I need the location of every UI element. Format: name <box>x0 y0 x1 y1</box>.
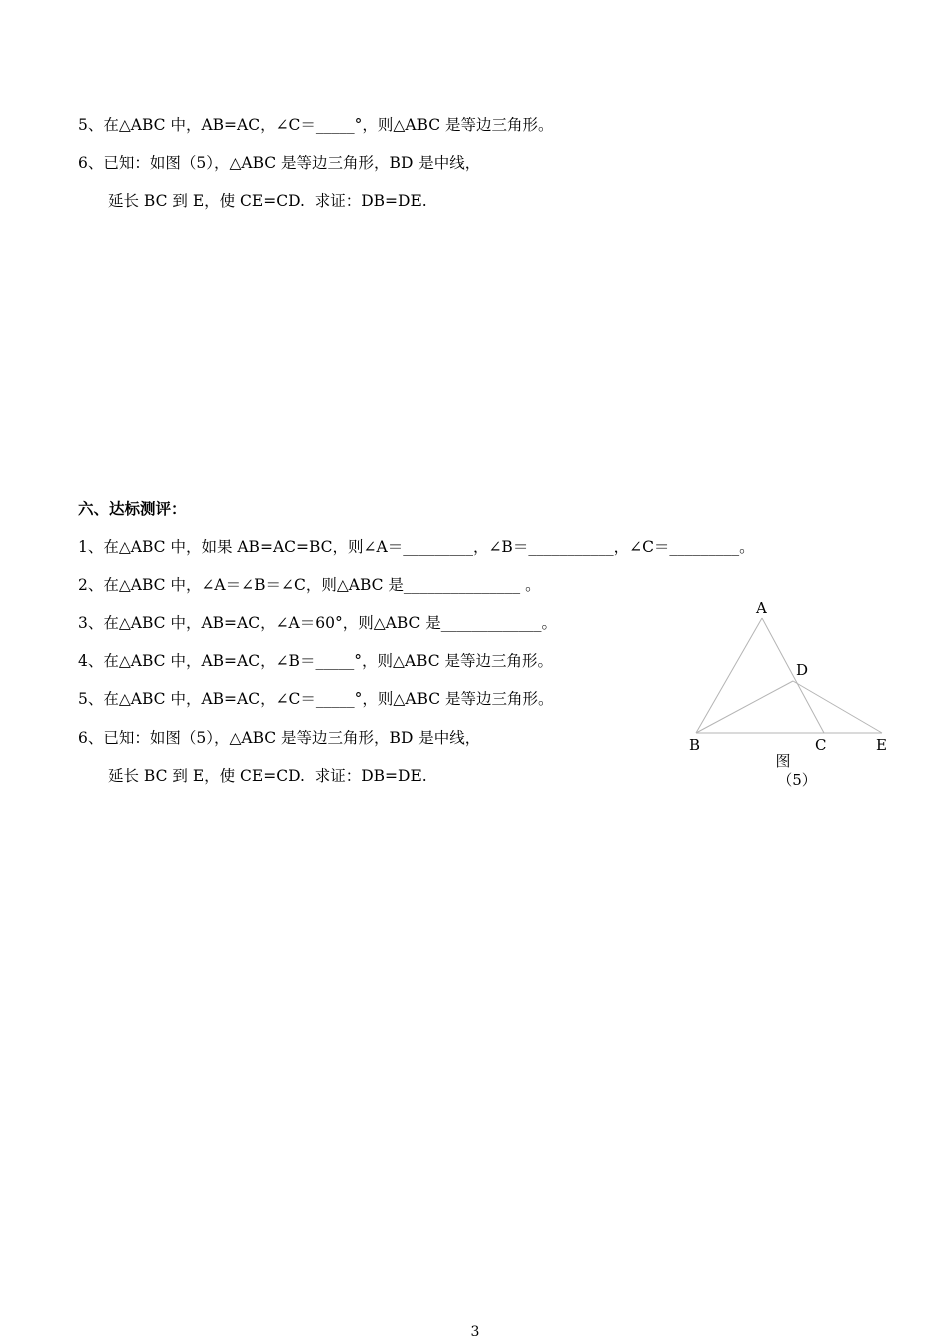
question-5: 5、在△ABC 中，AB=AC，∠C＝_____°，则△ABC 是等边三角形。 <box>78 690 554 708</box>
question-6-line1: 6、已知：如图（5），△ABC 是等边三角形，BD 是中线， <box>78 729 481 747</box>
label-a: A <box>756 599 767 617</box>
question-6-top-line1: 6、已知：如图（5），△ABC 是等边三角形，BD 是中线， <box>78 154 481 172</box>
question-6-line2: 延长 BC 到 E，使 CE=CD. 求证：DB=DE. <box>108 767 427 785</box>
segment-de <box>793 681 882 733</box>
question-5-top: 5、在△ABC 中，AB=AC，∠C＝_____°，则△ABC 是等边三角形。 <box>78 116 554 134</box>
label-c: C <box>815 736 827 754</box>
question-4: 4、在△ABC 中，AB=AC，∠B＝_____°，则△ABC 是等边三角形。 <box>78 652 554 670</box>
label-b: B <box>689 736 701 754</box>
figure-caption-line1: 图 <box>775 752 791 770</box>
page-number: 3 <box>470 1324 480 1340</box>
segment-ac <box>762 618 824 733</box>
label-e: E <box>876 736 887 754</box>
section-heading: 六、达标测评： <box>78 499 187 518</box>
question-3: 3、在△ABC 中，AB=AC，∠A＝60°，则△ABC 是_____________。 <box>78 614 558 632</box>
label-d: D <box>796 661 809 679</box>
question-1: 1、在△ABC 中，如果 AB=AC=BC，则∠A＝_________，∠B＝___________，∠C＝_________。 <box>78 538 755 556</box>
question-6-top-line2: 延长 BC 到 E，使 CE=CD. 求证：DB=DE. <box>108 192 427 210</box>
figure-caption-line2: （5） <box>777 771 817 789</box>
question-2: 2、在△ABC 中，∠A＝∠B＝∠C，则△ABC 是_______________ 。 <box>78 576 541 594</box>
